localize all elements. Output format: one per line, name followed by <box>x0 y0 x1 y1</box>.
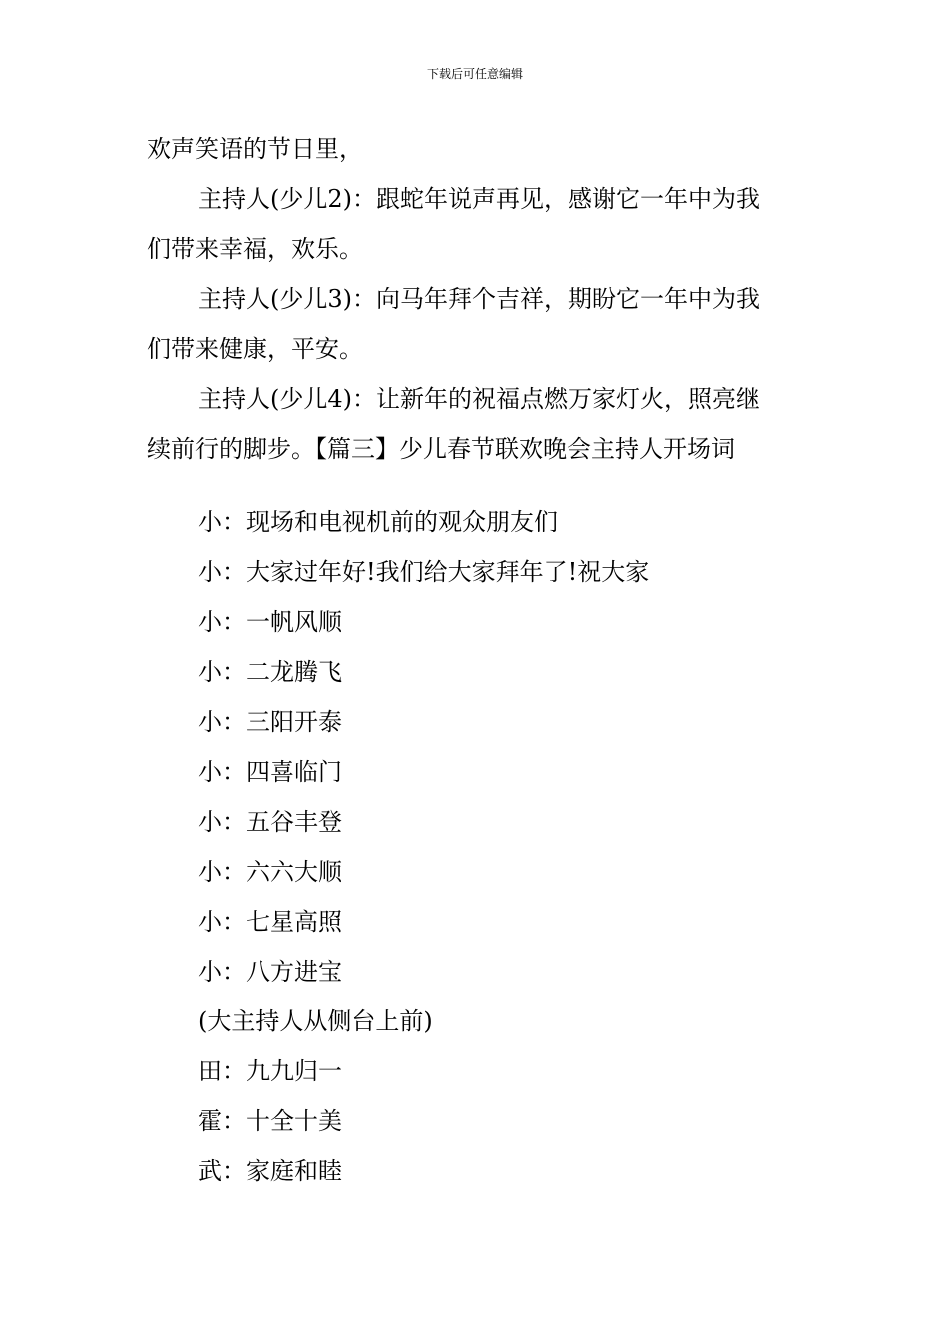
dialogue-line: 小：一帆风顺 <box>198 608 342 636</box>
paragraph-line: 欢声笑语的节日里， <box>147 135 363 163</box>
paragraph-line: 们带来幸福，欢乐。 <box>147 235 363 263</box>
page-header: 下载后可任意编辑 <box>426 67 523 81</box>
dialogue-line: 小：三阳开泰 <box>198 708 342 736</box>
paragraph-line: 主持人(少儿2)：跟蛇年说声再见，感谢它一年中为我 <box>198 185 760 213</box>
dialogue-line: 小：现场和电视机前的观众朋友们 <box>198 508 558 536</box>
dialogue-line: 小：六六大顺 <box>198 858 342 886</box>
paragraph-line: 主持人(少儿4)：让新年的祝福点燃万家灯火，照亮继 <box>198 385 760 413</box>
dialogue-line: 小：七星高照 <box>198 908 342 936</box>
dialogue-line: 小：八方进宝 <box>198 958 342 986</box>
dialogue-line: 霍：十全十美 <box>198 1107 342 1135</box>
paragraph-line: 们带来健康，平安。 <box>147 335 363 363</box>
stage-direction: (大主持人从侧台上前) <box>198 1007 433 1035</box>
dialogue-line: 小：五谷丰登 <box>198 808 342 836</box>
paragraph-line: 续前行的脚步。【篇三】少儿春节联欢晚会主持人开场词 <box>147 435 735 463</box>
dialogue-line: 小：四喜临门 <box>198 758 342 786</box>
dialogue-line: 武：家庭和睦 <box>198 1157 342 1185</box>
dialogue-line: 田：九九归一 <box>198 1057 342 1085</box>
paragraph-line: 主持人(少儿3)：向马年拜个吉祥，期盼它一年中为我 <box>198 285 760 313</box>
dialogue-line: 小：大家过年好!我们给大家拜年了!祝大家 <box>198 558 650 586</box>
dialogue-line: 小：二龙腾飞 <box>198 658 342 686</box>
